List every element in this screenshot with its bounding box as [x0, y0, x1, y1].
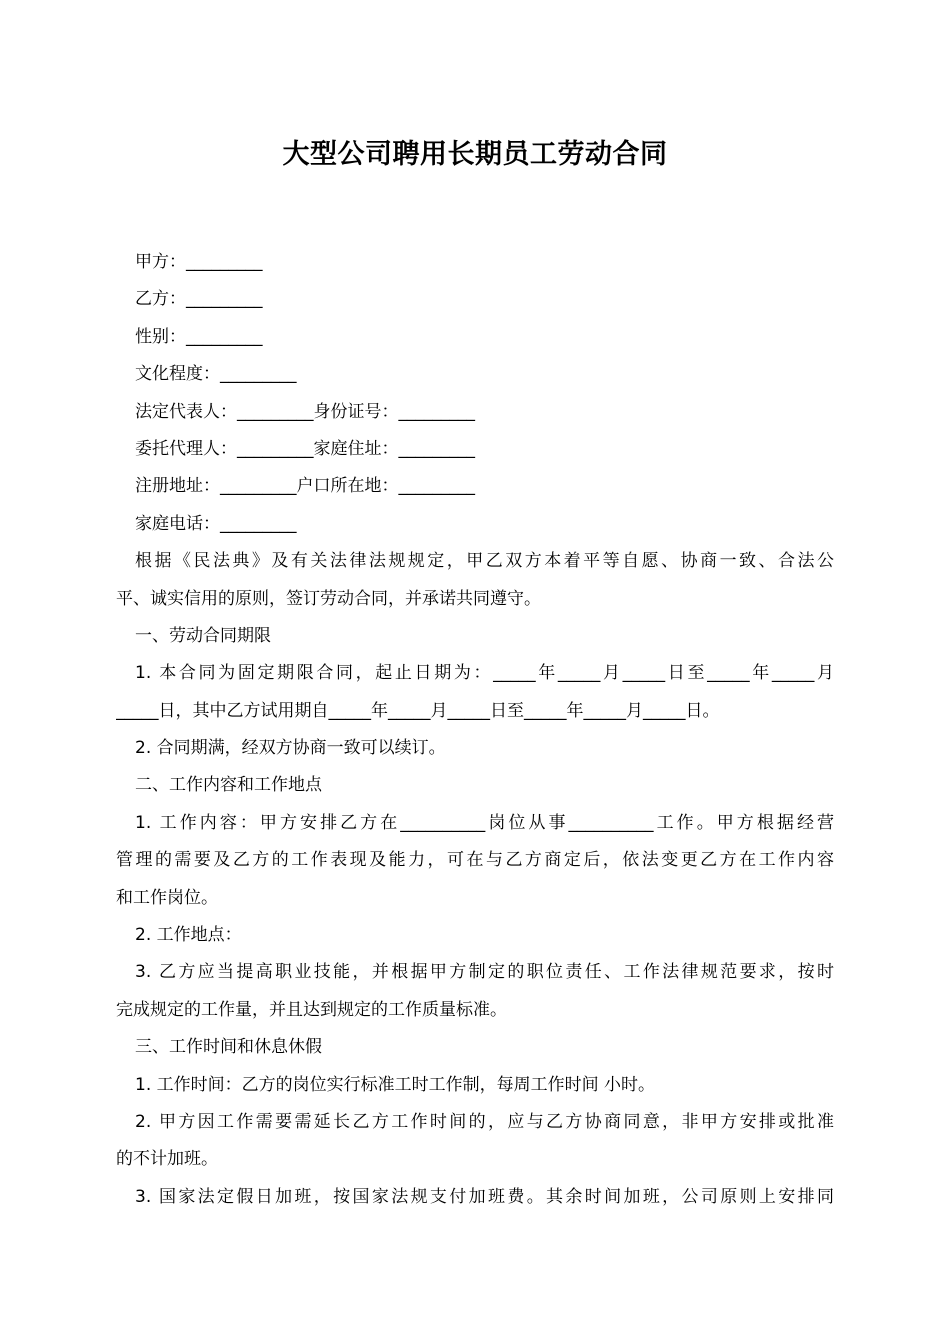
preamble-line-2: 平、诚实信用的原则，签订劳动合同，并承诺共同遵守。: [116, 588, 541, 609]
clause-3-2-line-1: 2. 甲方因工作需要需延长乙方工作时间的，应与乙方协商同意，非甲方安排或批准: [135, 1111, 834, 1132]
clause-3-1: 1. 工作时间：乙方的岗位实行标准工时工作制，每周工作时间 小时。: [135, 1074, 656, 1095]
clause-2-1-line-1: 1. 工作内容：甲方安排乙方在__________岗位从事__________工作。甲方根据经营: [135, 812, 834, 833]
document-body: [116, 244, 834, 1216]
party-a-line: 甲方：_________: [135, 252, 263, 272]
home-phone-line: 家庭电话：_________: [135, 513, 297, 534]
clause-3-2-line-2: 的不计加班。: [116, 1149, 218, 1170]
registered-address-line: 注册地址：_________户口所在地：_________: [135, 476, 475, 497]
section-heading-3: 三、工作时间和休息休假: [135, 1037, 322, 1058]
clause-2-1-line-2: 管理的需要及乙方的工作表现及能力，可在与乙方商定后，依法变更乙方在工作内容: [116, 850, 834, 871]
clause-1-2: 2. 合同期满，经双方协商一致可以续订。: [135, 738, 446, 759]
education-line: 文化程度：_________: [135, 364, 297, 385]
document-title: 大型公司聘用长期员工劳动合同: [282, 139, 668, 170]
clause-2-3-line-1: 3. 乙方应当提高职业技能，并根据甲方制定的职位责任、工作法律规范要求，按时: [135, 962, 834, 983]
clause-2-3-line-2: 完成规定的工作量，并且达到规定的工作质量标准。: [116, 999, 507, 1020]
legal-rep-line: 法定代表人：_________身份证号：_________: [135, 401, 475, 422]
clause-2-2: 2. 工作地点：: [135, 925, 242, 946]
party-b-line: 乙方：_________: [135, 289, 263, 310]
section-heading-1: 一、劳动合同期限: [135, 625, 271, 646]
gender-line: 性别：_________: [135, 326, 263, 347]
agent-line: 委托代理人：_________家庭住址：_________: [135, 438, 475, 459]
section-heading-2: 二、工作内容和工作地点: [135, 775, 322, 796]
clause-1-1-line-1: 1. 本合同为固定期限合同，起止日期为：_____年_____月_____日至_____年_____月: [135, 663, 834, 684]
clause-1-1-line-2: _____日，其中乙方试用期自_____年_____月_____日至_____年_____月_____日。: [116, 700, 720, 721]
clause-3-3-line-1: 3. 国家法定假日加班，按国家法规支付加班费。其余时间加班，公司原则上安排同: [135, 1186, 834, 1207]
preamble-line-1: 根据《民法典》及有关法律法规规定，甲乙双方本着平等自愿、协商一致、合法公: [135, 551, 834, 572]
clause-2-1-line-3: 和工作岗位。: [116, 887, 218, 908]
